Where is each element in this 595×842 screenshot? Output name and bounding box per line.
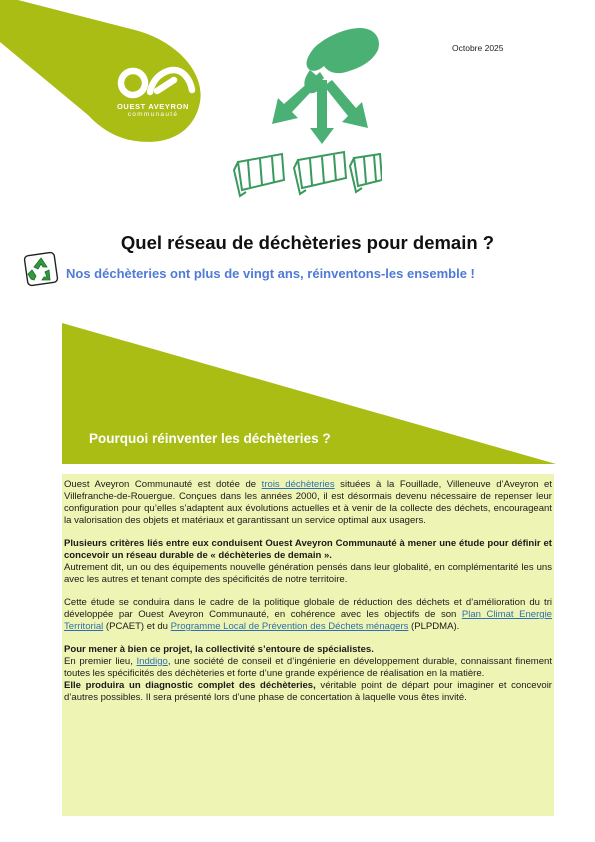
date-label: Octobre 2025 <box>452 43 504 53</box>
recycling-symbol-icon <box>22 250 60 288</box>
paragraph-intro: Ouest Aveyron Communauté est dotée de trois déchèteries situées à la Fouillade, Villeneuve d’Aveyron et Villefranche-de-Rouergue. Conçues dans les années 2000, il est désormais devenu nécessaire de repenser leur configuration pour qu’elles s’adaptent aux évolutions actuelles et à venir de la collecte des déchets, encourageant la valorisation des objets et matériaux et garantissant un service optimal aux usagers. <box>64 479 553 527</box>
section-banner-wedge <box>0 320 595 470</box>
paragraph-etude: Cette étude se conduira dans le cadre de la politique globale de réduction des déchets et d’amélioration du tri développée par Ouest Aveyron Communauté, en cohérence avec les objectifs de son Plan Climat Energie Territorial (PCAET) et du Programme Local de Prévention des Déchets ménagers (PLPDMA). <box>64 596 552 633</box>
hand-sorting-waste-illustration <box>232 20 382 210</box>
link-trois-decheteries[interactable]: trois déchèteries <box>261 479 335 490</box>
ouest-aveyron-logo-icon <box>108 64 198 104</box>
link-plpdma[interactable]: Programme Local de Prévention des Déchets ménagers <box>170 621 409 633</box>
logo-name: OUEST AVEYRON <box>117 102 189 111</box>
link-pcaet[interactable]: Plan Climat Energie Territorial <box>64 609 552 633</box>
waste-containers-icon <box>234 152 382 196</box>
content-box <box>62 474 554 816</box>
sorting-arrows-icon <box>272 72 368 144</box>
link-inddigo[interactable]: Inddigo <box>136 655 168 667</box>
logo-subname: communauté <box>127 111 179 118</box>
page-title: Quel réseau de déchèteries pour demain ? <box>120 232 495 253</box>
paragraph-criteres: Plusieurs critères liés entre eux conduisent Ouest Aveyron Communauté à mener une étude pour définir et concevoir un réseau durable de « déchèteries de demain ». Autrement dit, un ou des équipements nouvelle génération pensés dans leur globalité, en complémentarité les uns avec les autres et tenant compte des spécificités de notre territoire. <box>64 537 552 586</box>
section-heading: Pourquoi réinventer les déchèteries ? <box>89 431 331 446</box>
page-subtitle: Nos déchèteries ont plus de vingt ans, réinventons-les ensemble ! <box>66 266 475 281</box>
paragraph-specialistes: Pour mener à bien ce projet, la collectivité s’entoure de spécialistes. En premier lieu, Inddigo, une société de conseil et d’ingénierie en développement durable, connaissant finement toutes les spécificités des déchèteries et forte d’une grande expérience de réalisation en la matière. Elle produira un diagnostic complet des déchèteries, véritable point de départ pour imaginer et concevoir d’autres possibles. Il sera présenté lors d’une phase de concertation à laquelle vous êtes invité. <box>64 643 553 704</box>
